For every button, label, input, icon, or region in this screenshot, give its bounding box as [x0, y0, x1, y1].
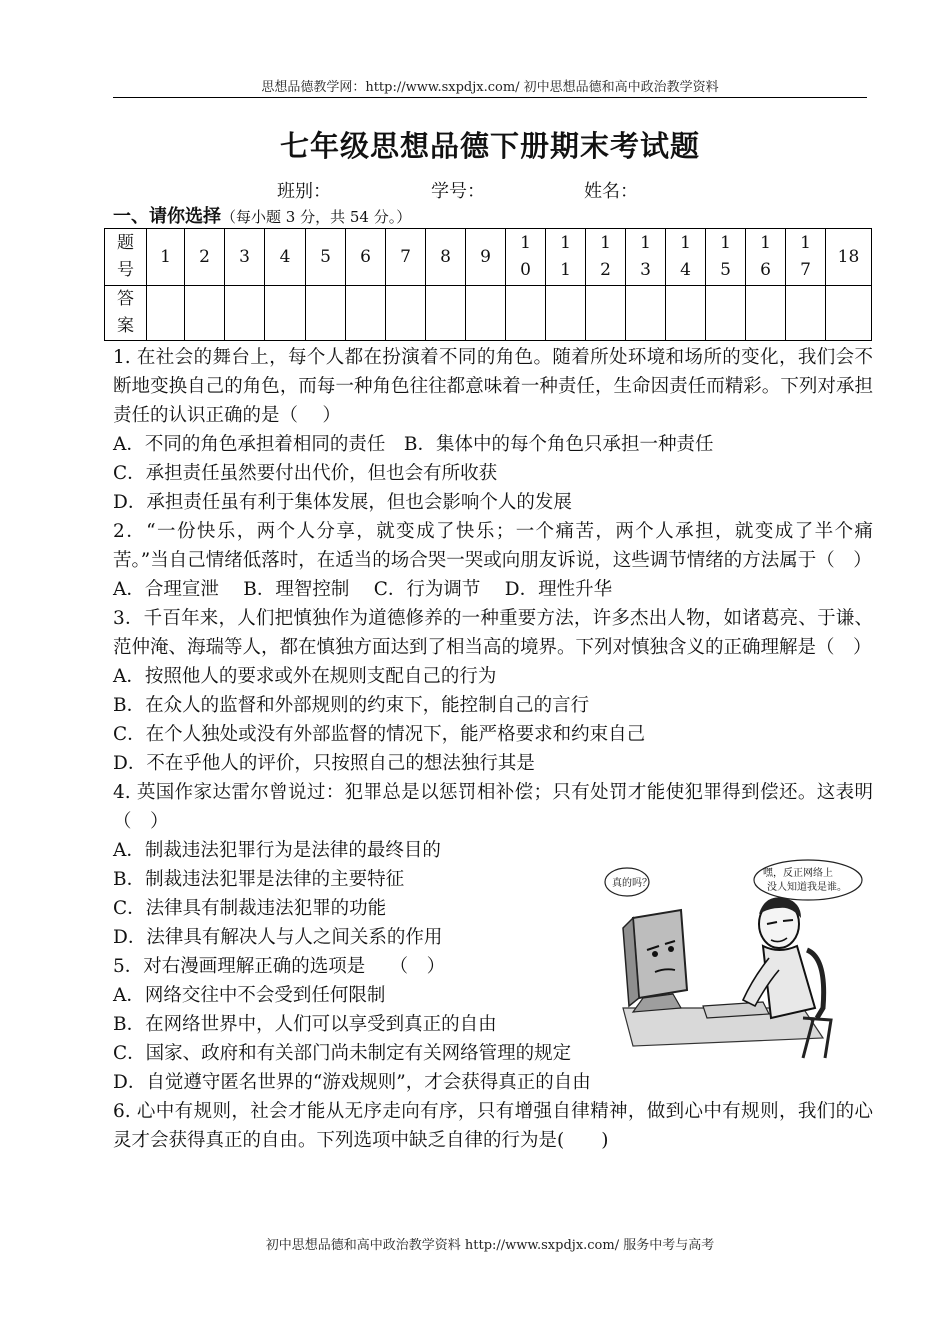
question-3-stem: 3．千百年来，人们把慎独作为道德修养的一种重要方法，许多杰出人物，如诸葛亮、于谦、范仲淹、海瑞等人，都在慎独方面达到了相当高的境界。下列对慎独含义的正确理解是（ ）	[113, 608, 873, 658]
question-3-option-b: B．在众人的监督和外部规则的约束下，能控制自己的言行	[113, 695, 590, 716]
question-number-label: 题号	[117, 233, 134, 280]
number-cell: 17	[786, 229, 826, 286]
answer-cell[interactable]	[586, 286, 626, 341]
question-6-stem: 6. 心中有规则，社会才能从无序走向有序，只有增强自律精神，做到心中有规则，我们的心灵才会获得真正的自由。下列选项中缺乏自律的行为是( )	[113, 1101, 873, 1151]
bubble-right-line-1: 嘿，反正网络上	[763, 868, 833, 879]
question-3-option-c: C．在个人独处或没有外部监督的情况下，能严格要求和约束自己	[113, 724, 646, 745]
number-cell: 10	[506, 229, 546, 286]
answer-cell[interactable]	[546, 286, 586, 341]
answer-cell[interactable]	[706, 286, 746, 341]
answer-cell[interactable]	[386, 286, 426, 341]
number-cell: 13	[626, 229, 666, 286]
number-cell: 2	[185, 229, 225, 286]
answer-cell[interactable]	[306, 286, 346, 341]
answer-cell[interactable]	[666, 286, 706, 341]
question-2-stem: 2．“一份快乐，两个人分享，就变成了快乐；一个痛苦，两个人承担，就变成了半个痛苦。”当自己情绪低落时，在适当的场合哭一哭或向朋友诉说，这些调节情绪的方法属于（ ）	[113, 521, 873, 571]
question-5-stem: 5．对右漫画理解正确的选项是 （ ）	[113, 956, 446, 977]
number-cell: 9	[466, 229, 506, 286]
question-4-option-d: D．法律具有解决人与人之间关系的作用	[113, 927, 443, 948]
answer-cell[interactable]	[826, 286, 872, 341]
row-label-cell	[105, 286, 147, 341]
class-label: 班别：	[277, 181, 331, 202]
page-header: 思想品德教学网：http://www.sxpdjx.com/ 初中思想品德和高中政治教学资料	[261, 80, 719, 95]
number-cell: 15	[706, 229, 746, 286]
answer-cell[interactable]	[466, 286, 506, 341]
number-cell: 12	[586, 229, 626, 286]
question-1-option-c: C．承担责任虽然要付出代价，但也会有所收获	[113, 463, 498, 484]
bubble-right-line-2: 没人知道我是谁。	[767, 882, 847, 893]
answer-cell[interactable]	[506, 286, 546, 341]
section-title: 一、请你选择	[113, 206, 221, 227]
exam-title: 七年级思想品德下册期末考试题	[279, 129, 700, 163]
question-3-option-a: A．按照他人的要求或外在规则支配自己的行为	[113, 666, 497, 687]
question-5-option-d: D．自觉遵守匿名世界的“游戏规则”，才会获得真正的自由	[113, 1072, 591, 1093]
answer-cell[interactable]	[265, 286, 306, 341]
number-cell: 6	[346, 229, 386, 286]
question-1-option-d: D．承担责任虽有利于集体发展，但也会影响个人的发展	[113, 492, 572, 513]
name-label: 姓名：	[584, 181, 638, 202]
row-label-cell	[105, 229, 147, 286]
page-footer: 初中思想品德和高中政治教学资料 http://www.sxpdjx.com/ 服务中考与高考	[265, 1238, 715, 1253]
number-cell: 14	[666, 229, 706, 286]
question-4-stem: 4. 英国作家达雷尔曾说过：犯罪总是以惩罚相补偿；只有处罚才能使犯罪得到偿还。这表明（ ）	[113, 782, 873, 832]
answer-table	[104, 228, 872, 341]
question-1-stem: 1. 在社会的舞台上，每个人都在扮演着不同的角色。随着所处环境和场所的变化，我们会不断地变换自己的角色，而每一种角色往往都意味着一种责任，生命因责任而精彩。下列对承担责任的认识正确的是（ ）	[113, 347, 873, 426]
cartoon-illustration	[603, 858, 865, 1063]
answer-cell[interactable]	[426, 286, 466, 341]
question-5-option-c: C．国家、政府和有关部门尚未制定有关网络管理的规定	[113, 1043, 572, 1064]
number-cell: 16	[746, 229, 786, 286]
answer-cell[interactable]	[746, 286, 786, 341]
answer-cell[interactable]	[185, 286, 225, 341]
question-4-option-b: B．制裁违法犯罪是法律的主要特征	[113, 869, 405, 890]
number-cell: 11	[546, 229, 586, 286]
answer-cell[interactable]	[626, 286, 666, 341]
number-cell: 18	[826, 229, 872, 286]
question-2-options: A．合理宣泄 B．理智控制 C．行为调节 D．理性升华	[113, 579, 613, 600]
section-heading	[113, 202, 411, 228]
number-cell: 1	[147, 229, 185, 286]
question-4-option-a: A．制裁违法犯罪行为是法律的最终目的	[113, 840, 441, 861]
number-cell: 8	[426, 229, 466, 286]
student-id-label: 学号：	[431, 181, 485, 202]
question-5-option-a: A．网络交往中不会受到任何限制	[113, 985, 386, 1006]
question-3-option-d: D．不在乎他人的评价，只按照自己的想法独行其是	[113, 753, 535, 774]
question-number-row	[105, 229, 872, 286]
answer-cell[interactable]	[346, 286, 386, 341]
answer-label: 答案	[117, 289, 134, 336]
bubble-left-text: 真的吗？	[612, 878, 652, 889]
answer-cell[interactable]	[147, 286, 185, 341]
number-cell: 5	[306, 229, 346, 286]
number-cell: 3	[225, 229, 265, 286]
section-note: （每小题 3 分，共 54 分。）	[221, 208, 412, 226]
question-1-options-ab: A．不同的角色承担着相同的责任 B．集体中的每个角色只承担一种责任	[113, 434, 714, 455]
answer-cell[interactable]	[225, 286, 265, 341]
number-cell: 4	[265, 229, 306, 286]
number-cell: 7	[386, 229, 426, 286]
question-4-option-c: C．法律具有制裁违法犯罪的功能	[113, 898, 387, 919]
answer-row	[105, 286, 872, 341]
question-5-option-b: B．在网络世界中，人们可以享受到真正的自由	[113, 1014, 497, 1035]
answer-cell[interactable]	[786, 286, 826, 341]
header-divider	[113, 97, 867, 98]
